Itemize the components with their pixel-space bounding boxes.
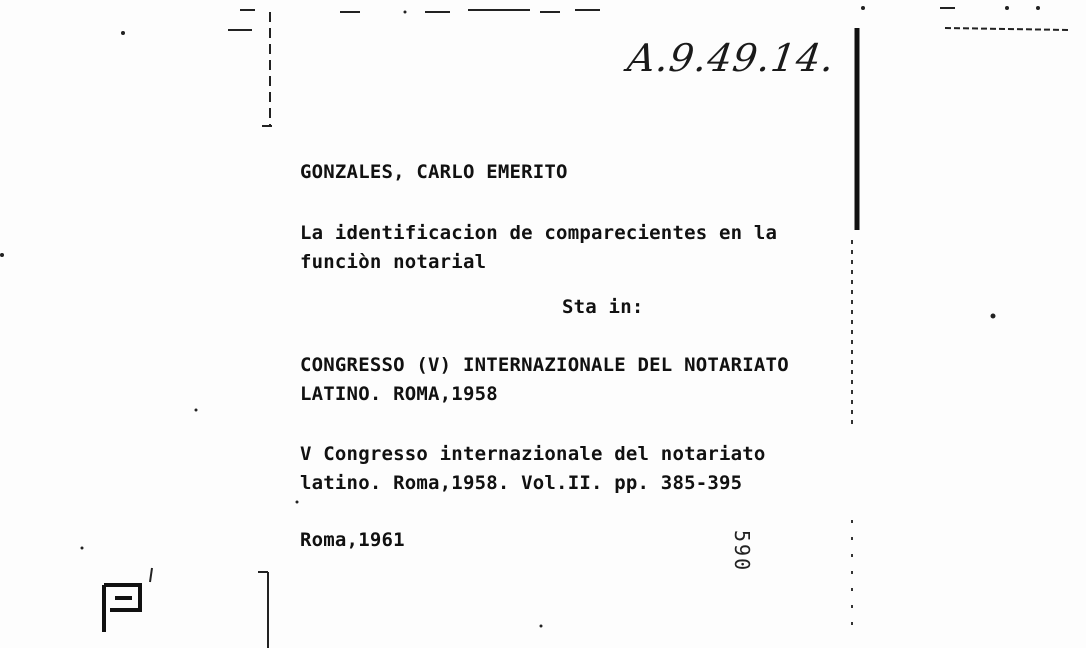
card-number: 590 [730, 530, 754, 573]
place-date: Roma,1961 [300, 529, 405, 551]
source-line-1: V Congresso internazionale del notariato [300, 443, 766, 465]
shelf-mark: A.9.49.14. [624, 36, 838, 80]
author-line: GONZALES, CARLO EMERITO [300, 161, 568, 183]
congress-line-1: CONGRESSO (V) INTERNAZIONALE DEL NOTARIATO [300, 354, 789, 376]
sta-in-label: Sta in: [562, 296, 644, 318]
title-line-1: La identificacion de comparecientes en la [300, 222, 778, 244]
congress-line-2: LATINO. ROMA,1958 [300, 383, 498, 405]
title-line-2: funciòn notarial [300, 251, 487, 273]
source-line-2: latino. Roma,1958. Vol.II. pp. 385-395 [300, 472, 743, 494]
